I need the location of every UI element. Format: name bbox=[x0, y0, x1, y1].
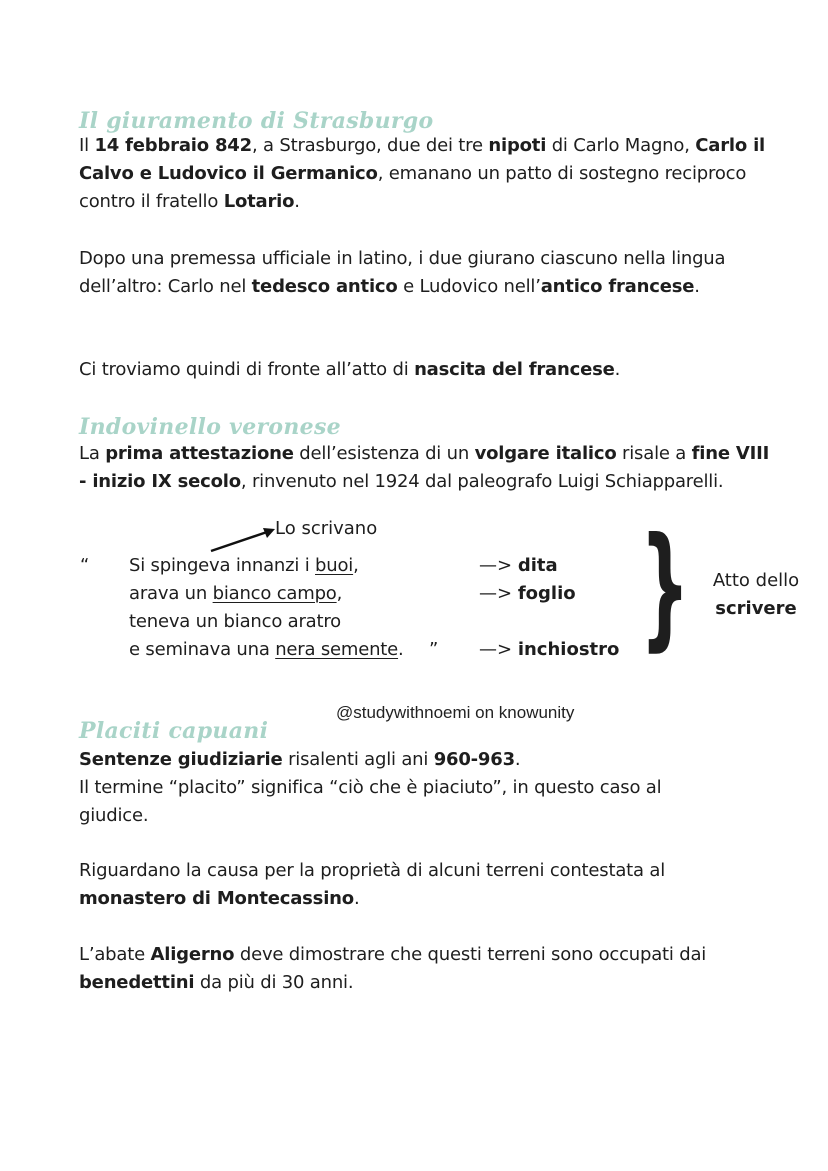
paragraph-sentenze bbox=[79, 746, 779, 774]
watermark-text: @studywithnoemi on knowunity bbox=[336, 703, 575, 722]
gloss-inchiostro bbox=[479, 636, 619, 664]
underlined-bianco-campo: bianco campo bbox=[212, 583, 337, 604]
arrow-icon bbox=[205, 520, 280, 556]
side-note-line2: scrivere bbox=[715, 598, 797, 619]
text-run: e Ludovico nell’ bbox=[397, 276, 541, 297]
text-run: La bbox=[79, 443, 106, 464]
text-run: . bbox=[294, 191, 300, 212]
arrow-text: —> bbox=[479, 555, 518, 576]
gloss-foglio bbox=[479, 580, 576, 608]
bold-secolo: fine VIII - inizio IX secolo bbox=[79, 443, 770, 492]
poem-line-1 bbox=[129, 552, 359, 580]
text-run: Riguardano la causa per la proprietà di alcuni terreni contestata al bbox=[79, 860, 665, 881]
text-run: di Carlo Magno, bbox=[546, 135, 696, 156]
close-quote: ” bbox=[429, 639, 439, 660]
text-run: Ci troviamo quindi di fronte all’atto di bbox=[79, 359, 415, 380]
bold-names: Carlo il Calvo e Ludovico il Germanico bbox=[79, 135, 766, 184]
bold-years: 960-963 bbox=[433, 749, 515, 770]
bold-nascita: nascita del francese bbox=[414, 359, 615, 380]
poem-line-2 bbox=[129, 580, 342, 608]
gloss-word: dita bbox=[517, 555, 558, 576]
text-run: , bbox=[353, 555, 359, 576]
text-run: . bbox=[694, 276, 700, 297]
paragraph-attestazione bbox=[79, 440, 779, 496]
bold-nipoti: nipoti bbox=[488, 135, 547, 156]
side-note bbox=[702, 567, 810, 623]
paragraph-aligerno bbox=[79, 941, 759, 997]
text-run: deve dimostrare che questi terreni sono occupati dai bbox=[234, 944, 707, 965]
text-run: . bbox=[398, 639, 404, 660]
bold-antico-francese: antico francese bbox=[540, 276, 695, 297]
gloss-dita bbox=[479, 552, 558, 580]
bold-date: 14 febbraio 842 bbox=[94, 135, 252, 156]
paragraph-premessa bbox=[79, 245, 779, 301]
text-run: , rinvenuto nel 1924 dal paleografo Luigi Schiapparelli. bbox=[240, 471, 724, 492]
bold-benedettini: benedettini bbox=[79, 972, 195, 993]
bold-lotario: Lotario bbox=[223, 191, 295, 212]
text-run: Il bbox=[79, 135, 95, 156]
bold-aligerno: Aligerno bbox=[150, 944, 235, 965]
text-run: da più di 30 anni. bbox=[194, 972, 354, 993]
text-run: Dopo una premessa ufficiale in latino, i due giurano ciascuno nella lingua dell’altro: Carlo nel bbox=[79, 248, 726, 297]
text-run: Si spingeva innanzi i bbox=[129, 555, 316, 576]
open-quote: “ bbox=[80, 555, 90, 576]
text-run: . bbox=[353, 888, 360, 909]
text-run: L’abate bbox=[79, 944, 151, 965]
annotation-lo-scrivano: Lo scrivano bbox=[275, 518, 378, 539]
bold-volgare: volgare italico bbox=[474, 443, 617, 464]
gloss-word: inchiostro bbox=[517, 639, 620, 660]
underlined-buoi: buoi bbox=[315, 555, 354, 576]
bold-tedesco-antico: tedesco antico bbox=[251, 276, 398, 297]
paragraph-giuramento bbox=[79, 132, 779, 216]
arrow-text: —> bbox=[479, 639, 518, 660]
bold-monastero: monastero di Montecassino bbox=[79, 888, 354, 909]
text-run: risale a bbox=[616, 443, 692, 464]
paragraph-causa bbox=[79, 857, 719, 913]
text-run: , a Strasburgo, due dei tre bbox=[251, 135, 489, 156]
bold-prima-attestazione: prima attestazione bbox=[105, 443, 294, 464]
poem-line-3: teneva un bianco aratro bbox=[129, 611, 341, 632]
text-run: . bbox=[614, 359, 621, 380]
text-run: risalenti agli ani bbox=[282, 749, 434, 770]
text-run: dell’esistenza di un bbox=[293, 443, 475, 464]
curly-brace bbox=[640, 508, 700, 670]
gloss-word: foglio bbox=[517, 583, 576, 604]
section-heading-placiti: Placiti capuani bbox=[79, 718, 269, 744]
text-run: , bbox=[336, 583, 343, 604]
text-run: . bbox=[514, 749, 521, 770]
text-run: e seminava una bbox=[129, 639, 276, 660]
section-heading-indovinello: Indovinello veronese bbox=[79, 414, 341, 440]
side-note-line1: Atto dello bbox=[712, 570, 800, 591]
poem-line-4 bbox=[129, 636, 404, 664]
text-run: , emanano un patto di sostegno reciproco contro il fratello bbox=[79, 163, 747, 212]
bold-sentenze: Sentenze giudiziarie bbox=[79, 749, 283, 770]
paragraph-nascita bbox=[79, 356, 779, 384]
underlined-nera-semente: nera semente bbox=[275, 639, 399, 660]
text-run: arava un bbox=[129, 583, 213, 604]
brace-glyph: } bbox=[640, 508, 690, 665]
arrow-text: —> bbox=[479, 583, 518, 604]
paragraph-placito: Il termine “placito” significa “ciò che è piaciuto”, in questo caso al giudice. bbox=[79, 777, 662, 826]
section-heading-strasburgo: Il giuramento di Strasburgo bbox=[79, 108, 434, 134]
